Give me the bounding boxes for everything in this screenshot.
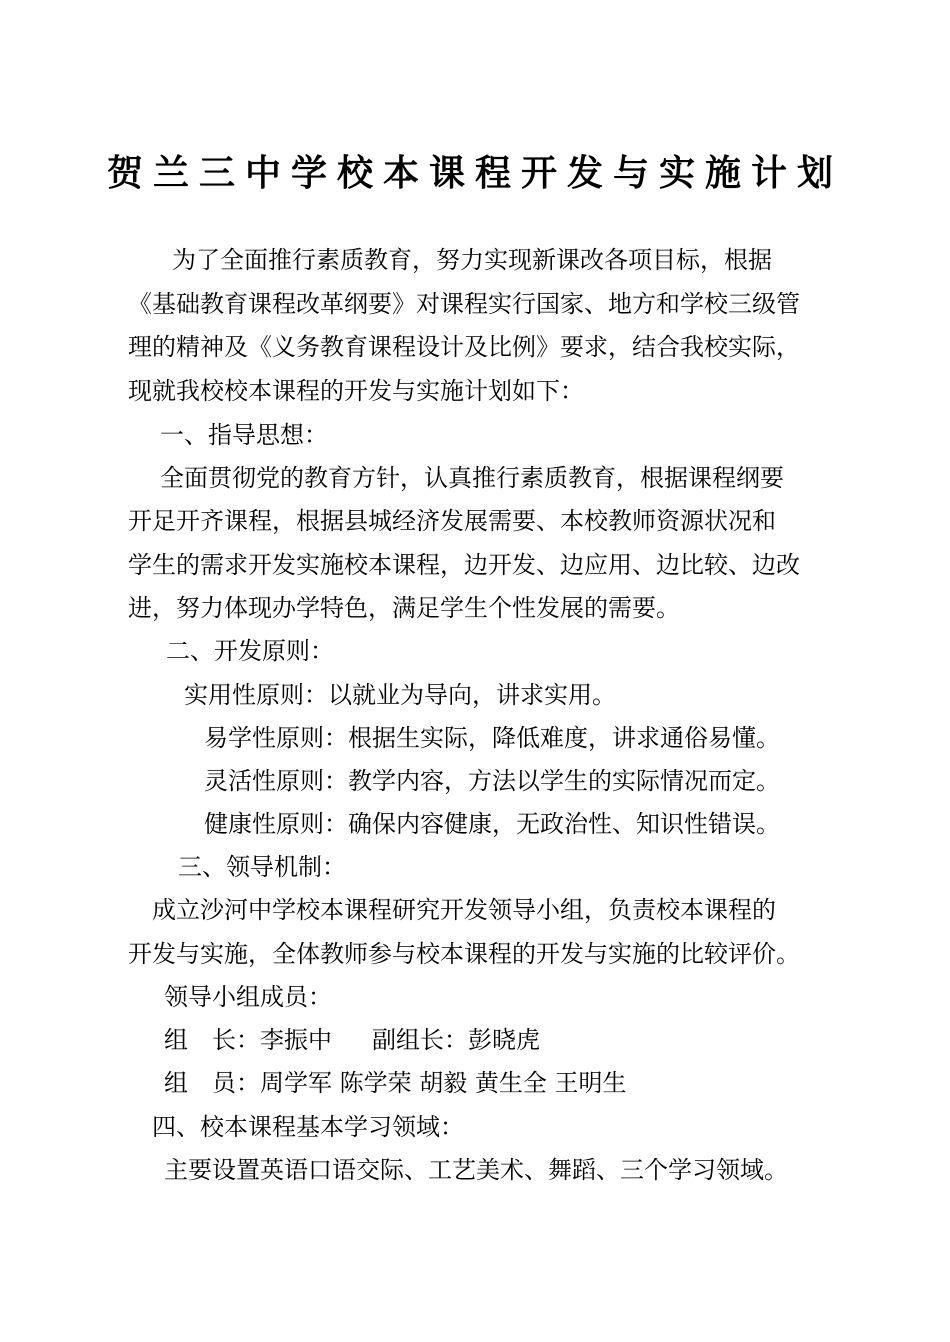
intro-line-1: 为了全面推行素质教育，努力实现新课改各项目标，根据 — [172, 246, 772, 274]
section-1-line-4: 进，努力体现办学特色，满足学生个性发展的需要。 — [128, 594, 680, 622]
deputy-leader: 副组长：彭晓虎 — [372, 1026, 540, 1054]
intro-line-2: 《基础教育课程改革纲要》对课程实行国家、地方和学校三级管 — [128, 290, 800, 318]
principle-flexible: 灵活性原则：教学内容，方法以学生的实际情况而定。 — [204, 767, 780, 795]
principle-easy: 易学性原则：根据生实际，降低难度，讲求通俗易懂。 — [204, 724, 780, 752]
section-1-heading: 一、指导思想： — [160, 421, 328, 449]
group-leader: 组 长：李振中 — [164, 1026, 332, 1054]
section-1-line-3: 学生的需求开发实施校本课程，边开发、边应用、边比较、边改 — [128, 551, 800, 579]
section-4-line-1: 主要设置英语口语交际、工艺美术、舞蹈、三个学习领域。 — [164, 1156, 788, 1184]
section-3-heading: 三、领导机制： — [178, 853, 346, 881]
document-title: 贺兰三中学校本课程开发与实施计划 — [106, 152, 843, 194]
principle-practical: 实用性原则：以就业为导向，讲求实用。 — [184, 681, 616, 709]
members-label: 领导小组成员： — [164, 983, 332, 1011]
intro-line-4: 现就我校校本课程的开发与实施计划如下： — [128, 377, 584, 405]
section-1-line-1: 全面贯彻党的教育方针，认真推行素质教育，根据课程纲要 — [160, 464, 784, 492]
group-members: 组 员：周学军 陈学荣 胡毅 黄生全 王明生 — [164, 1069, 627, 1097]
section-2-heading: 二、开发原则： — [166, 637, 334, 665]
section-1-line-2: 开足开齐课程，根据县城经济发展需要、本校教师资源状况和 — [128, 507, 776, 535]
section-4-heading: 四、校本课程基本学习领域： — [152, 1113, 464, 1141]
principle-healthy: 健康性原则：确保内容健康，无政治性、知识性错误。 — [204, 810, 780, 838]
section-3-line-1: 成立沙河中学校本课程研究开发领导小组，负责校本课程的 — [152, 896, 776, 924]
section-3-line-2: 开发与实施，全体教师参与校本课程的开发与实施的比较评价。 — [128, 940, 800, 968]
intro-line-3: 理的精神及《义务教育课程设计及比例》要求，结合我校实际， — [128, 333, 800, 361]
leader-row — [164, 1023, 540, 1057]
